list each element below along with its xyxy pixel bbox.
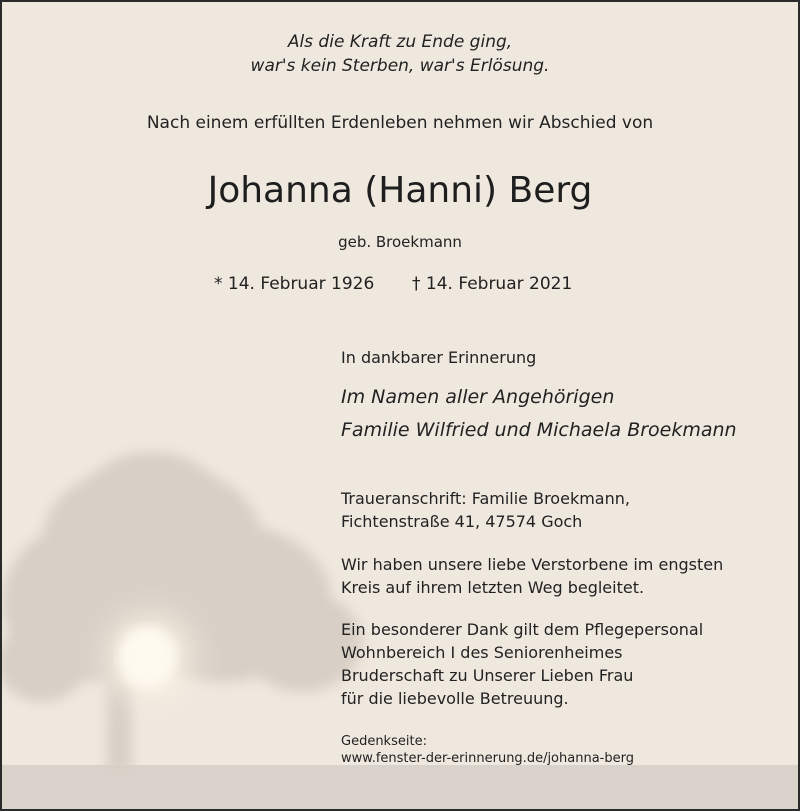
deceased-name: Johanna (Hanni) Berg — [207, 170, 593, 211]
thanks-line: Bruderschaft zu Unserer Lieben Frau — [341, 666, 634, 685]
thanks-line: Ein besonderer Dank gilt dem Pflegepersonal — [341, 620, 704, 639]
maiden-name: geb. Broekmann — [338, 233, 462, 251]
quote-line: Als die Kraft zu Ende ging, — [287, 32, 513, 52]
signature-line: Familie Wilfried und Michaela Broekmann — [341, 419, 737, 441]
thanks-line: Wohnbereich I des Seniorenheimes — [341, 643, 623, 662]
address-line: Traueranschrift: Familie Broekmann, — [341, 489, 630, 508]
death-date: † 14. Februar 2021 — [412, 274, 573, 294]
memorial-label: Gedenkseite: — [341, 734, 427, 749]
funeral-note-line: Wir haben unsere liebe Verstorbene im engsten — [341, 555, 724, 574]
birth-date: * 14. Februar 1926 — [214, 274, 375, 294]
address-line: Fichtenstraße 41, 47574 Goch — [341, 512, 583, 531]
signature-line: Im Namen aller Angehörigen — [341, 386, 615, 408]
memorial-url-link[interactable]: www.fenster-der-erinnerung.de/johanna-berg — [341, 751, 634, 766]
quote-line: war's kein Sterben, war's Erlösung. — [250, 56, 550, 76]
remembrance-text: In dankbarer Erinnerung — [341, 348, 537, 367]
thanks-line: für die liebevolle Betreuung. — [341, 689, 569, 708]
funeral-note-line: Kreis auf ihrem letzten Weg begleitet. — [341, 578, 645, 597]
intro-text: Nach einem erfüllten Erdenleben nehmen wir Abschied von — [146, 113, 654, 133]
